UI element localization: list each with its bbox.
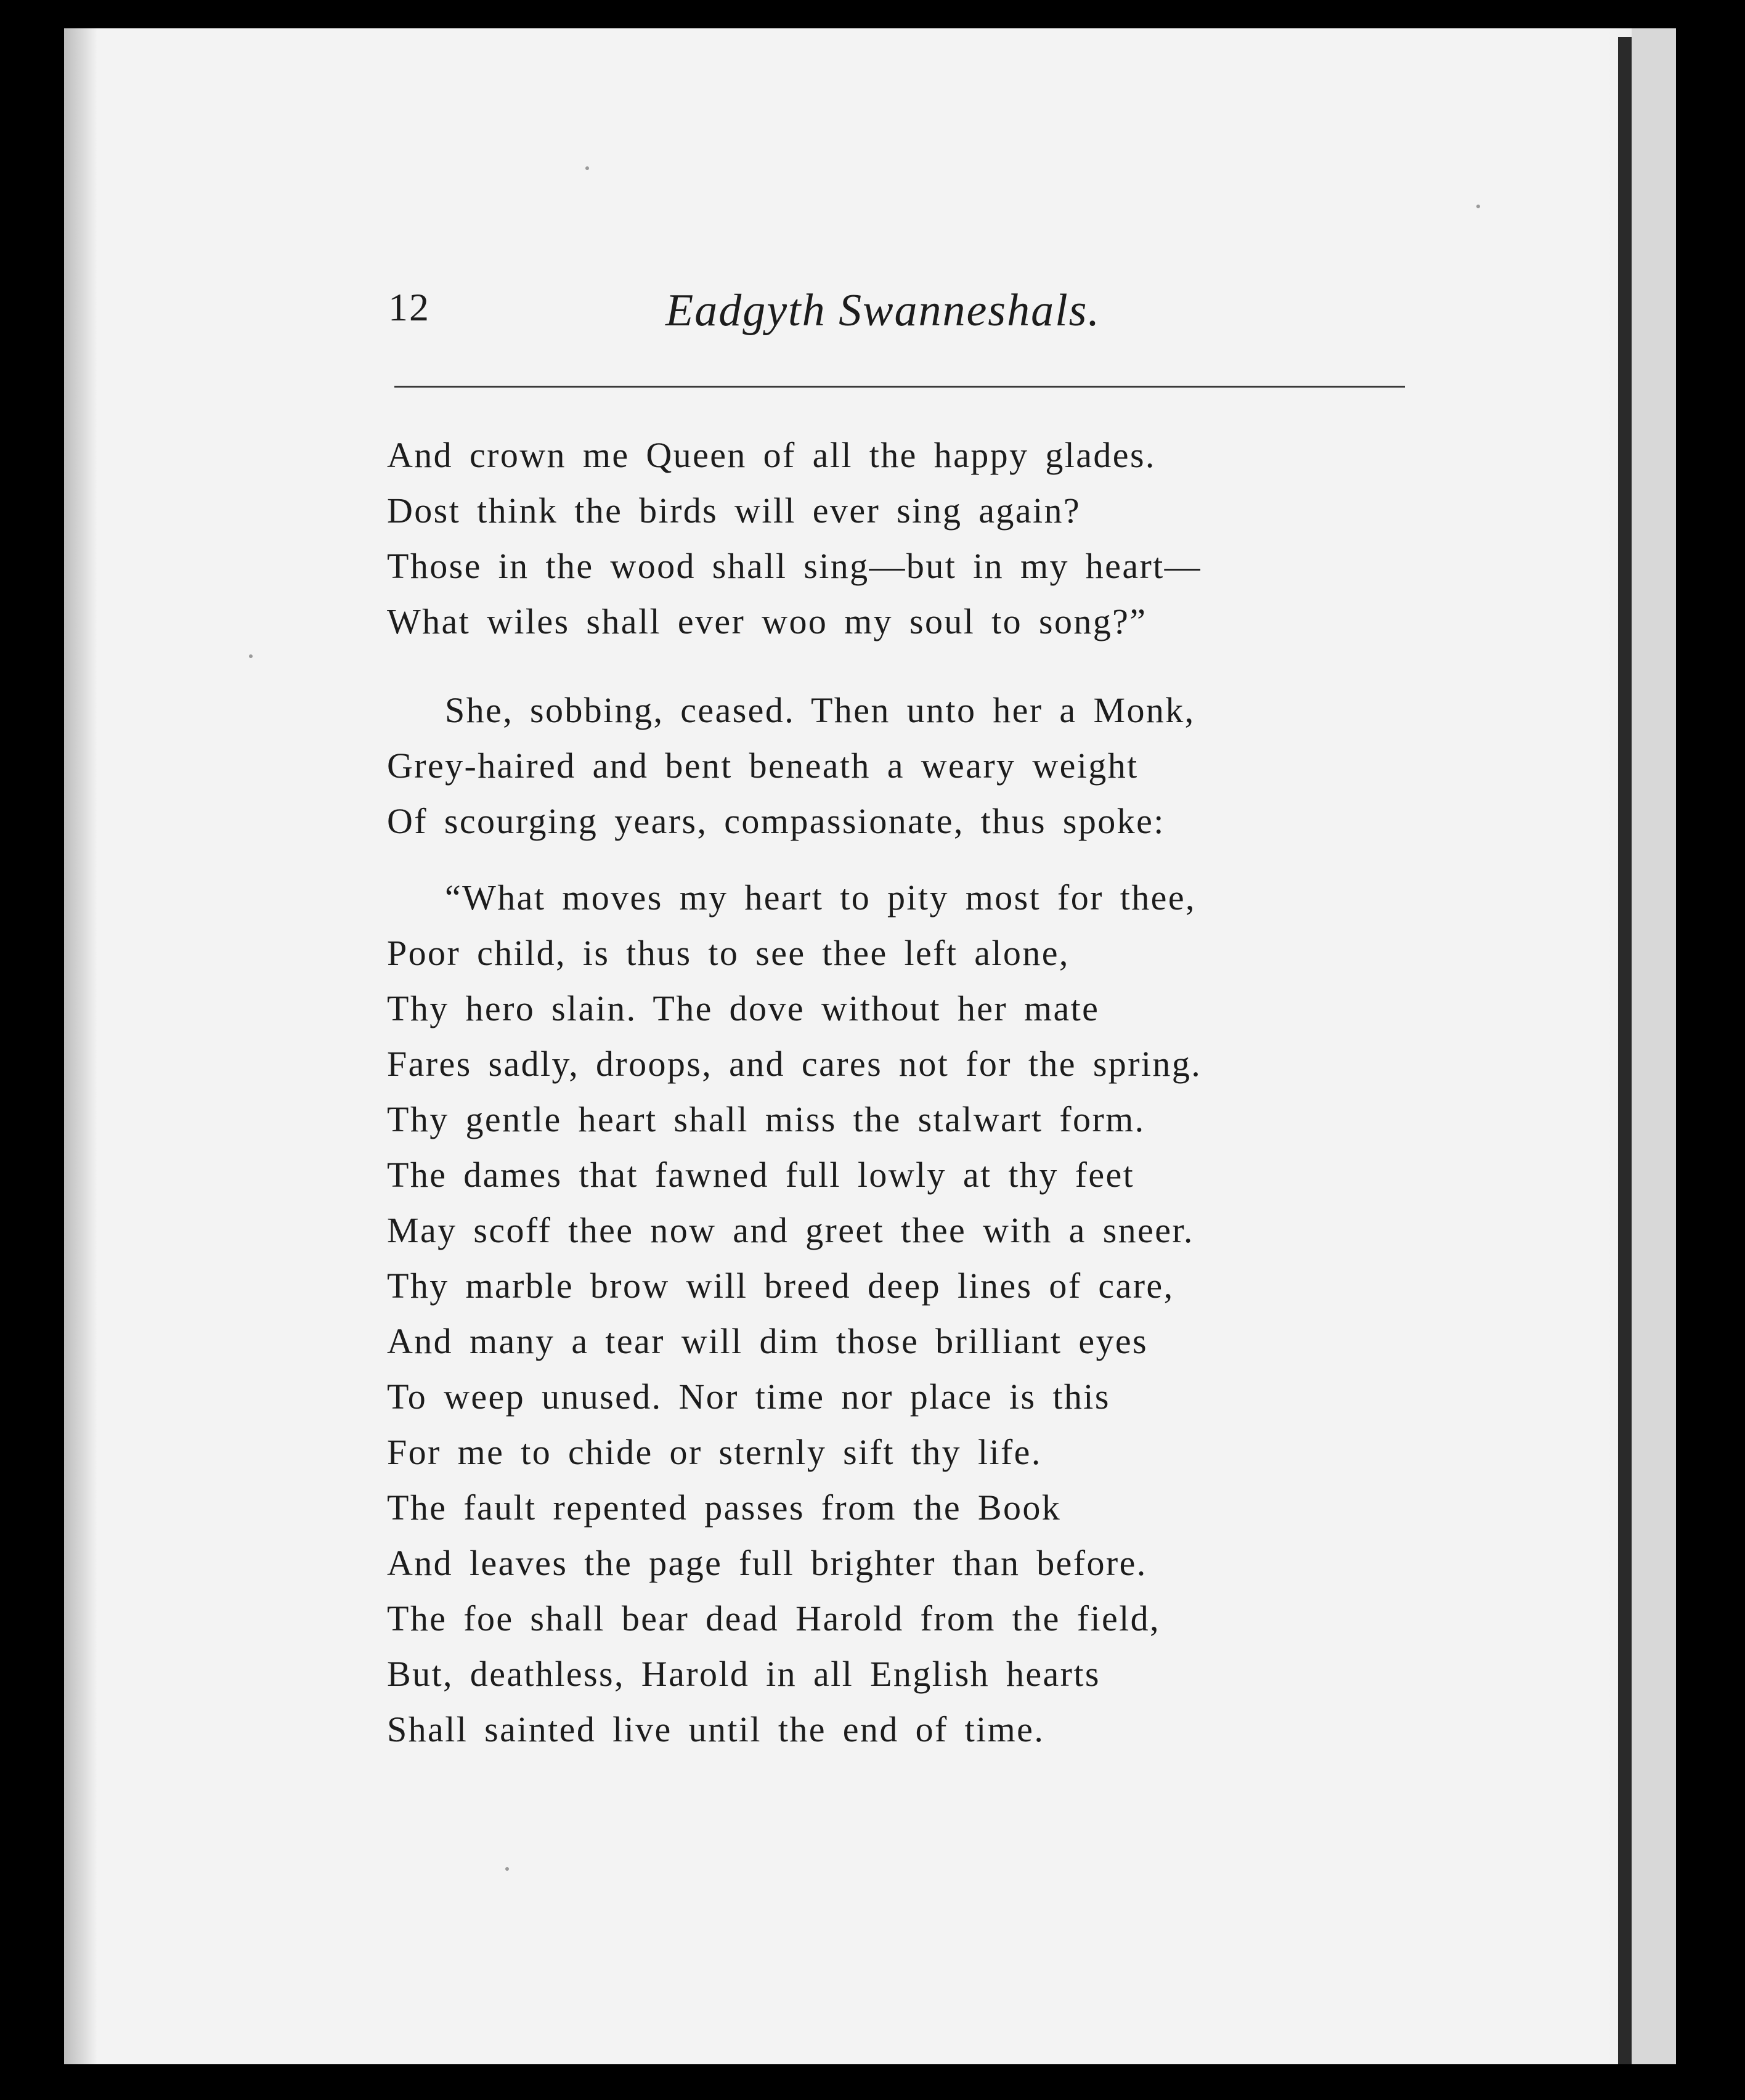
binding-shadow	[64, 28, 97, 2064]
verse-line: For me to chide or sternly sift thy life.	[387, 1432, 1042, 1472]
running-title: Eadgyth Swanneshals.	[665, 285, 1100, 336]
verse-line: But, deathless, Harold in all English hearts	[387, 1654, 1100, 1694]
stanza-3	[387, 870, 1202, 1757]
page-edge-shadow	[1618, 37, 1632, 2064]
verse-line: Thy marble brow will breed deep lines of care,	[387, 1266, 1174, 1306]
verse-line: Dost think the birds will ever sing again?	[387, 490, 1081, 531]
verse-line: The dames that fawned full lowly at thy feet	[387, 1155, 1135, 1195]
paper-speck	[249, 654, 253, 658]
verse-line: Thy hero slain. The dove without her mate	[387, 988, 1100, 1028]
paper-speck	[1476, 205, 1480, 208]
verse-line: The fault repented passes from the Book	[387, 1488, 1062, 1528]
verse-line: Thy gentle heart shall miss the stalwart form.	[387, 1099, 1145, 1139]
verse-line: To weep unused. Nor time nor place is this	[387, 1377, 1110, 1417]
verse-line: Shall sainted live until the end of time.	[387, 1709, 1045, 1749]
verse-line: Of scourging years, compassionate, thus spoke:	[387, 801, 1165, 841]
paper-speck	[505, 1867, 509, 1871]
verse-line: Grey-haired and bent beneath a weary weight	[387, 746, 1139, 786]
verse-line: What wiles shall ever woo my soul to song?”	[387, 601, 1147, 641]
verse-line: And many a tear will dim those brilliant eyes	[387, 1321, 1148, 1361]
verse-line: Poor child, is thus to see thee left alone,	[387, 933, 1070, 973]
verse-line: She, sobbing, ceased. Then unto her a Monk,	[445, 690, 1195, 730]
page-number: 12	[388, 285, 430, 329]
verse-line: And crown me Queen of all the happy glades.	[387, 435, 1156, 475]
paper-speck	[585, 166, 589, 170]
facing-page-edge	[1632, 28, 1676, 2064]
verse-line: And leaves the page full brighter than before.	[387, 1543, 1147, 1583]
head-rule	[394, 386, 1405, 388]
verse-line: May scoff thee now and greet thee with a sneer.	[387, 1210, 1194, 1250]
verse-line: “What moves my heart to pity most for thee,	[445, 877, 1196, 918]
verse-line: Fares sadly, droops, and cares not for the spring.	[387, 1044, 1202, 1084]
verse-line: Those in the wood shall sing—but in my heart—	[387, 546, 1202, 586]
verse-line: The foe shall bear dead Harold from the field,	[387, 1598, 1160, 1638]
running-head	[388, 285, 1399, 340]
stanza-2	[387, 683, 1195, 849]
stanza-1	[387, 428, 1202, 649]
